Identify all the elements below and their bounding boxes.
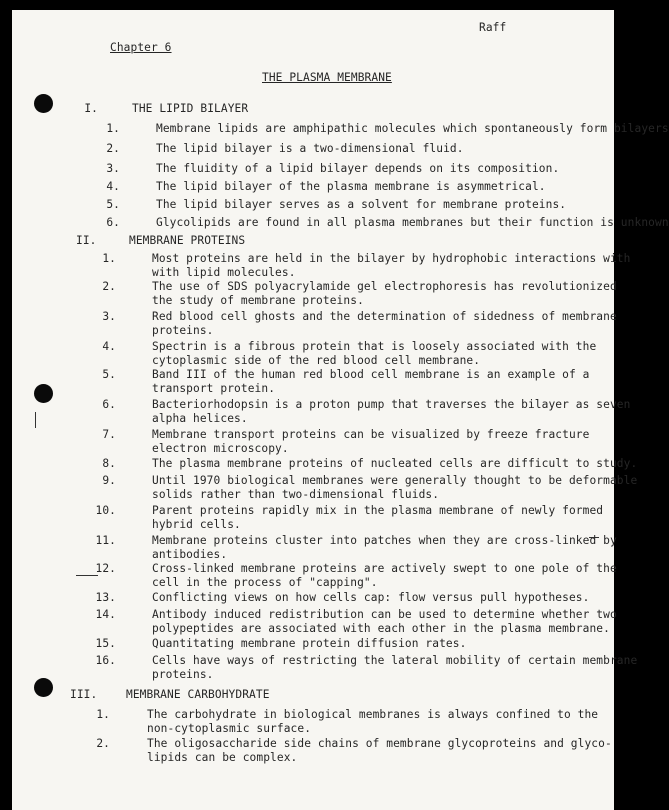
chapter-label: Chapter 6 (110, 41, 172, 54)
item-text-line: Membrane proteins cluster into patches when they are cross-linked by (152, 534, 617, 547)
item-text-line: Antibody induced redistribution can be used to determine whether two (152, 608, 617, 621)
item-text-line: The plasma membrane proteins of nucleated cells are difficult to study. (152, 457, 638, 470)
item-text-line: Parent proteins rapidly mix in the plasma membrane of newly formed (152, 504, 604, 517)
item-number: 14. (95, 608, 116, 621)
item-number: 1. (96, 708, 110, 721)
item-text-line: Most proteins are held in the bilayer by hydrophobic interactions with (152, 252, 631, 265)
item-text-line: alpha helices. (152, 411, 248, 425)
item-text-line: proteins. (152, 323, 214, 337)
item-text-line: transport protein. (152, 381, 276, 395)
item-text-line: lipids can be complex. (147, 750, 298, 764)
item-text-line: The lipid bilayer of the plasma membrane is asymmetrical. (156, 180, 546, 193)
item-text-line: Red blood cell ghosts and the determination of sidedness of membrane (152, 310, 617, 323)
punch-hole (34, 678, 53, 697)
item-number: 2. (96, 737, 110, 750)
section-numeral: I. (84, 102, 98, 115)
punch-hole (34, 94, 53, 113)
section-heading: MEMBRANE PROTEINS (129, 234, 246, 247)
item-number: 15. (95, 637, 116, 650)
item-text-line: Membrane lipids are amphipathic molecules which spontaneously form bilayers (156, 122, 669, 135)
stray-mark (76, 575, 98, 576)
item-text-line: Spectrin is a fibrous protein that is loosely associated with the (152, 340, 597, 353)
section-heading: MEMBRANE CARBOHYDRATE (126, 688, 270, 701)
item-number: 16. (95, 654, 116, 667)
section-numeral: II. (76, 234, 97, 247)
item-text-line: Glycolipids are found in all plasma membranes but their function is unknown (156, 216, 669, 229)
item-text-line: electron microscopy. (152, 441, 289, 455)
item-number: 8. (102, 457, 116, 470)
item-text-line: hybrid cells. (152, 517, 241, 531)
item-number: 1. (102, 252, 116, 265)
header-initials: Raff (479, 21, 507, 34)
item-text-line: Cross-linked membrane proteins are actively swept to one pole of the (152, 562, 617, 575)
page-title: THE PLASMA MEMBRANE (262, 71, 392, 84)
item-text-line: Cells have ways of restricting the lateral mobility of certain membrane (152, 654, 638, 667)
item-text-line: Membrane transport proteins can be visualized by freeze fracture (152, 428, 590, 441)
item-number: 5. (102, 368, 116, 381)
item-number: 1. (106, 122, 120, 135)
item-number: 6. (106, 216, 120, 229)
item-number: 2. (106, 142, 120, 155)
stray-mark (35, 412, 36, 428)
item-text-line: polypeptides are associated with each other in the plasma membrane. (152, 621, 610, 635)
item-text-line: Band III of the human red blood cell membrane is an example of a (152, 368, 590, 381)
item-number: 5. (106, 198, 120, 211)
item-number: 4. (102, 340, 116, 353)
item-number: 6. (102, 398, 116, 411)
document-page (12, 10, 669, 810)
item-number: 12. (95, 562, 116, 575)
item-text-line: Conflicting views on how cells cap: flow versus pull hypotheses. (152, 591, 590, 604)
item-text-line: Bacteriorhodopsin is a proton pump that traverses the bilayer as seven (152, 398, 631, 411)
item-text-line: The carbohydrate in biological membranes is always confined to the (147, 708, 599, 721)
section-numeral: III. (70, 688, 98, 701)
item-number: 10. (95, 504, 116, 517)
item-text-line: cytoplasmic side of the red blood cell membrane. (152, 353, 481, 367)
section-heading: THE LIPID BILAYER (132, 102, 249, 115)
item-text-line: The fluidity of a lipid bilayer depends on its composition. (156, 162, 560, 175)
item-text-line: the study of membrane proteins. (152, 293, 364, 307)
item-text-line: The use of SDS polyacrylamide gel electrophoresis has revolutionized (152, 280, 617, 293)
item-number: 4. (106, 180, 120, 193)
item-text-line: proteins. (152, 667, 214, 681)
item-text-line: with lipid molecules. (152, 265, 296, 279)
item-text-line: cell in the process of "capping". (152, 575, 378, 589)
item-number: 11. (95, 534, 116, 547)
item-text-line: Until 1970 biological membranes were generally thought to be deformable (152, 474, 638, 487)
item-text-line: non-cytoplasmic surface. (147, 721, 312, 735)
item-text-line: The lipid bilayer serves as a solvent for membrane proteins. (156, 198, 567, 211)
item-text-line: antibodies. (152, 547, 228, 561)
item-text-line: Quantitating membrane protein diffusion rates. (152, 637, 467, 650)
punch-hole (34, 384, 53, 403)
item-text-line: solids rather than two-dimensional fluids. (152, 487, 440, 501)
item-number: 3. (102, 310, 116, 323)
item-number: 9. (102, 474, 116, 487)
item-number: 2. (102, 280, 116, 293)
item-text-line: The oligosaccharide side chains of membrane glycoproteins and glyco- (147, 737, 612, 750)
item-text-line: The lipid bilayer is a two-dimensional fluid. (156, 142, 464, 155)
item-number: 7. (102, 428, 116, 441)
item-number: 13. (95, 591, 116, 604)
item-number: 3. (106, 162, 120, 175)
